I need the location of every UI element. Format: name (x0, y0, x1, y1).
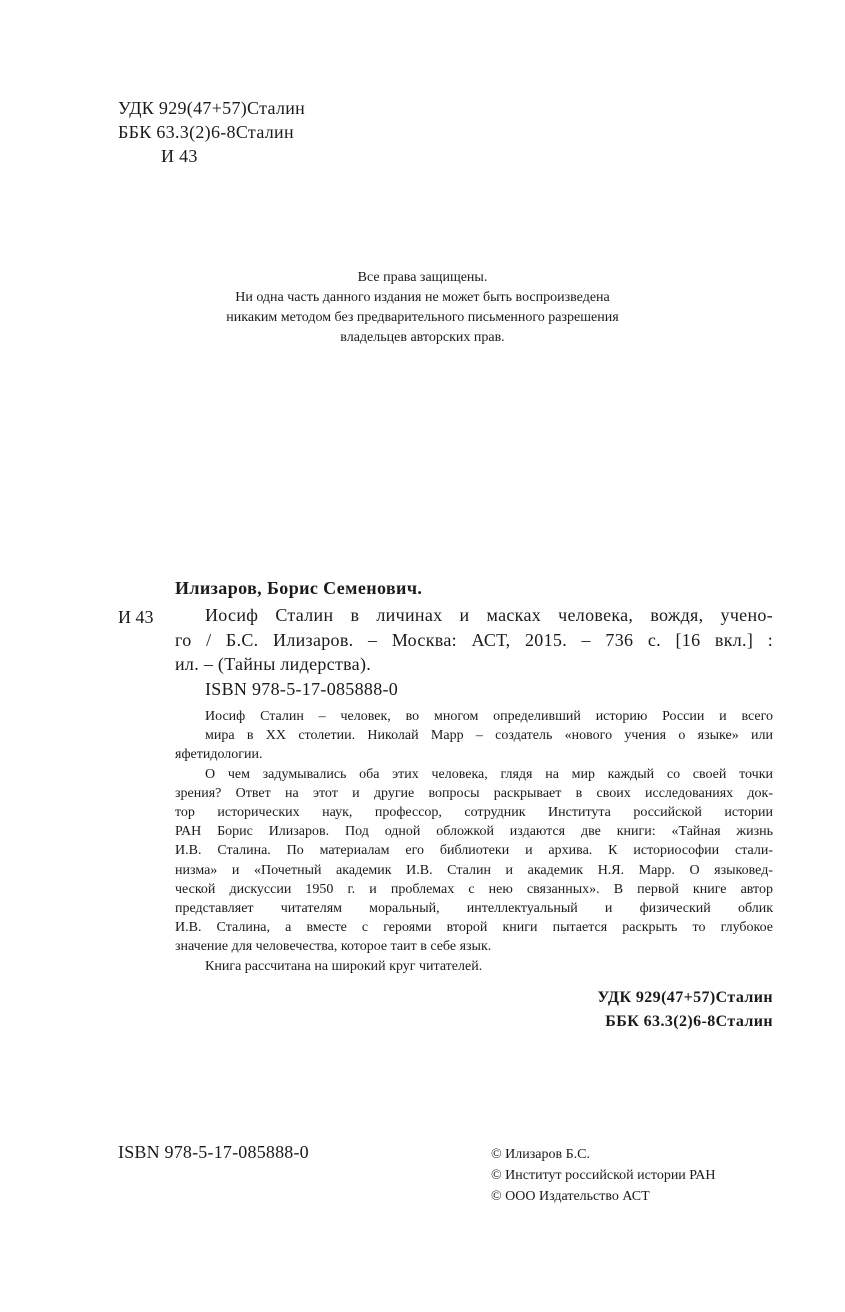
annotation-line: тор исторических наук, профессор, сотрудник Института российской истории (175, 805, 773, 821)
annotation-paragraph (175, 765, 773, 957)
copyright-holders (491, 1144, 716, 1207)
annotation-line: зрения? Ответ на этот и другие вопросы раскрывает в своих исследованиях док- (175, 785, 773, 801)
isbn-line: ISBN 978-5-17-085888-0 (205, 678, 399, 699)
annotation-line: И.В. Сталина, а вместе с героями второй книги пытается раскрыть то глубокое (175, 920, 773, 936)
annotation-line: мира в XX столетии. Николай Марр – создатель «нового учения о языке» или (205, 728, 773, 744)
rights-line: Все права защищены. (357, 270, 488, 285)
bbk-code: ББК 63.3(2)6-8Сталин (605, 1013, 773, 1030)
annotation-line: И.В. Сталина. По материалам его библиотеки и архива. К историософии стали- (175, 843, 773, 859)
copyright-line: © ООО Издательство АСТ (491, 1189, 650, 1204)
copyright-line: © Илизаров Б.С. (491, 1147, 590, 1162)
udk-code: УДК 929(47+57)Сталин (597, 989, 773, 1006)
rights-line: Ни одна часть данного издания не может быть воспроизведена (235, 290, 610, 305)
isbn: ISBN 978-5-17-085888-0 (118, 1142, 309, 1162)
bibliographic-description (175, 603, 773, 701)
title-line: го / Б.С. Илизаров. – Москва: АСТ, 2015. – 736 с. [16 вкл.] : (175, 629, 773, 650)
rights-line: владельцев авторских прав. (340, 330, 505, 345)
title-line: ил. – (Тайны лидерства). (175, 654, 372, 674)
annotation-line: значение для человечества, которое таит в себе язык. (175, 939, 492, 955)
annotation-line: представляет читателям моральный, интеллектуальный и физический облик (175, 901, 773, 917)
bbk-code: ББК 63.3(2)6-8Сталин (118, 122, 294, 142)
annotation-line: яфетидологии. (175, 747, 263, 763)
annotation-line: низма» и «Почетный академик И.В. Сталин и академик Н.Я. Марр. О языковед- (175, 862, 773, 878)
annotation-paragraph (175, 957, 773, 976)
copyright-line: © Институт российской истории РАН (491, 1168, 716, 1183)
annotation-line: Иосиф Сталин – человек, во многом определивший историю России и всего (205, 709, 773, 724)
rights-line: никаким методом без предварительного письменного разрешения (226, 310, 619, 325)
author-sign: И 43 (161, 146, 198, 166)
classification-codes-header (118, 96, 305, 168)
annotation-line: РАН Борис Илизаров. Под одной обложкой издаются две книги: «Тайная жизнь (175, 824, 773, 840)
annotation-paragraph (175, 707, 773, 765)
udk-code: УДК 929(47+57)Сталин (118, 98, 306, 118)
title-line: Иосиф Сталин в личинах и масках человека, вождя, учено- (205, 605, 773, 625)
annotation-line: Книга рассчитана на широкий круг читателей. (205, 958, 483, 974)
annotation-line: О чем задумывались оба этих человека, глядя на мир каждый со своей точки (205, 766, 773, 782)
annotation-line: ческой дискуссии 1950 г. и проблемах с нею связанных». В первой книге автор (175, 881, 773, 897)
annotation (175, 707, 773, 976)
classification-codes-footer (598, 986, 773, 1034)
catalog-author-sign: И 43 (118, 607, 154, 627)
copyright-notice (0, 268, 845, 348)
catalog-author: Илизаров, Борис Семенович. (175, 578, 423, 598)
